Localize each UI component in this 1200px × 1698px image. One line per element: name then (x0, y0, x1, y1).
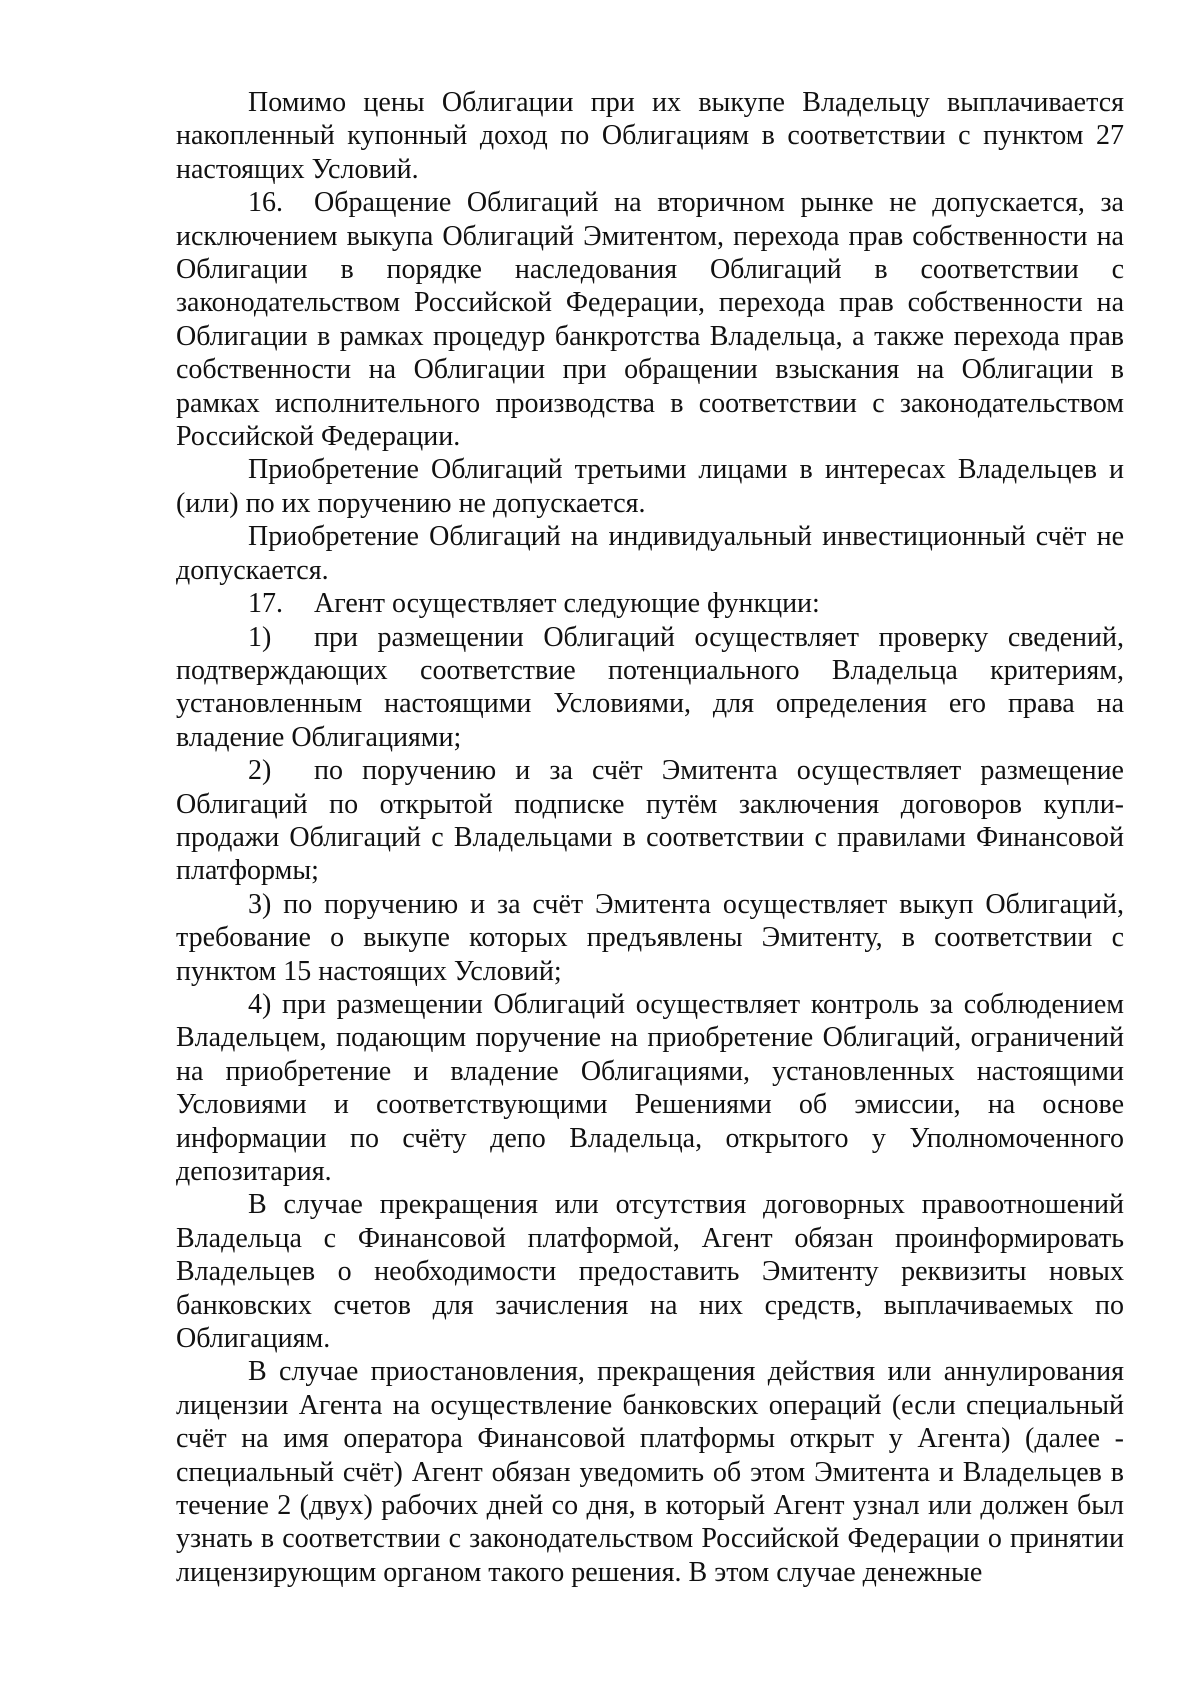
paragraph-text: В случае прекращения или отсутствия договорных правоотношений Владельца с Финансовой платформой, Агент обязан проинформировать Владельцев о необходимости предоставить Эмитенту реквизиты новых банковских счетов для зачисления на них средств, выплачиваемых по Облигациям. (176, 1189, 1124, 1355)
paragraph-number: 1) (248, 621, 272, 653)
paragraph-text: по поручению и за счёт Эмитента осуществляет размещение Облигаций по открытой подписке путём заключения договоров купли-продажи Облигаций с Владельцами в соответствии с правилами Финансовой платформы; (176, 755, 1124, 887)
paragraph-number: 2) (248, 755, 272, 787)
paragraph-function-4 (176, 988, 1124, 1188)
paragraph-coupon-income (176, 86, 1124, 186)
paragraph-text: В случае приостановления, прекращения действия или аннулирования лицензии Агента на осуществление банковских операций (если специальный счёт на имя оператора Финансовой платформы открыт у Агента) (далее - специальный счёт) Агент обязан уведомить об этом Эмитента и Владельцев в течение 2 (двух) рабочих дней со дня, в который Агент узнал или должен был узнать в соответствии с законодательством Российской Федерации о принятии лицензирующим органом такого решения. В этом случае денежные (176, 1356, 1124, 1588)
paragraph-text: Обращение Облигаций на вторичном рынке не допускается, за исключением выкупа Облигаций Эмитентом, перехода прав собственности на Облигации в порядке наследования Облигаций в соответствии с законодательством Российской Федерации, перехода прав собственности на Облигации в рамках процедур банкротства Владельца, а также перехода прав собственности на Облигации при обращении взыскания на Облигации в рамках исполнительного производства в соответствии с законодательством Российской Федерации. (176, 187, 1124, 453)
paragraph-text: 3) по поручению и за счёт Эмитента осуществляет выкуп Облигаций, требование о выкупе которых предъявлены Эмитенту, в соответствии с пунктом 15 настоящих Условий; (176, 888, 1124, 987)
paragraph-text: 4) при размещении Облигаций осуществляет контроль за соблюдением Владельцем, подающим поручение на приобретение Облигаций, ограничений на приобретение и владение Облигациями, установленных настоящими Условиями и соответствующими Решениями об эмиссии, на основе информации по счёту депо Владельца, открытого у Уполномоченного депозитария. (176, 988, 1124, 1187)
paragraph-text: Приобретение Облигаций на индивидуальный инвестиционный счёт не допускается. (176, 521, 1124, 586)
document-page (176, 86, 1124, 1589)
paragraph-text: Агент осуществляет следующие функции: (314, 588, 820, 620)
paragraph-text: Помимо цены Облигации при их выкупе Владельцу выплачивается накопленный купонный доход по Облигациям в соответствии с пунктом 27 настоящих Условий. (176, 87, 1124, 185)
paragraph-third-party-acquisition (176, 453, 1124, 520)
paragraph-text: при размещении Облигаций осуществляет проверку сведений, подтверждающих соответствие потенциального Владельца критериям, установленным настоящими Условиями, для определения его права на владение Облигациями; (176, 621, 1124, 753)
paragraph-termination-relations (176, 1188, 1124, 1355)
paragraph-iis-acquisition (176, 520, 1124, 587)
paragraph-text: Приобретение Облигаций третьими лицами в интересах Владельцев и (или) по их поручению не допускается. (176, 454, 1124, 519)
paragraph-16-circulation (176, 186, 1124, 453)
paragraph-17-agent-functions (176, 587, 1124, 620)
paragraph-license-suspension (176, 1355, 1124, 1589)
paragraph-function-1 (176, 621, 1124, 755)
paragraph-number: 17. (248, 588, 283, 620)
paragraph-number: 16. (248, 187, 283, 219)
paragraph-function-2 (176, 754, 1124, 888)
paragraph-function-3 (176, 888, 1124, 988)
